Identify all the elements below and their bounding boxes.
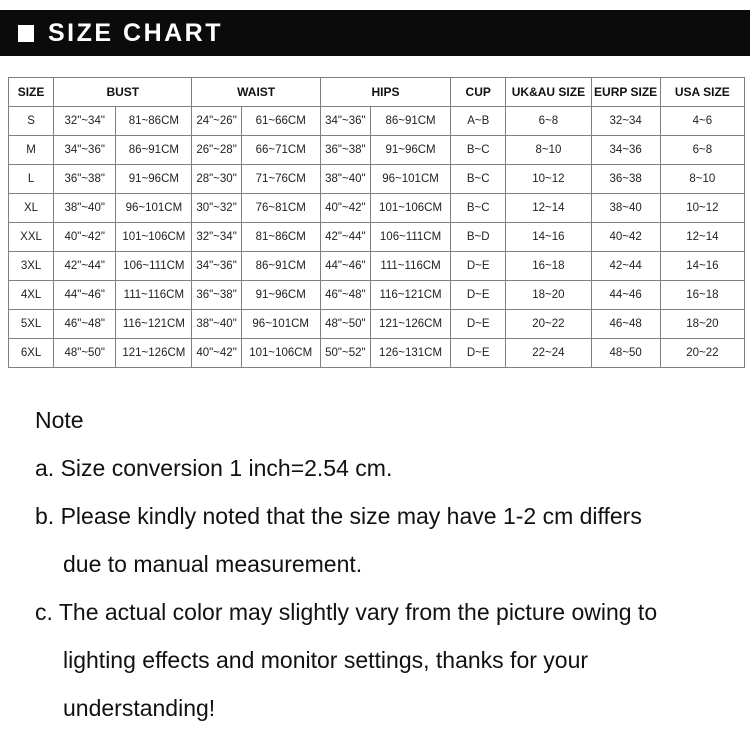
table-cell: 10~12 <box>660 194 744 223</box>
table-cell: 42"~44" <box>320 223 370 252</box>
note-line-c3: understanding! <box>63 695 216 721</box>
table-cell: 96~101CM <box>370 165 450 194</box>
size-label-cell: L <box>9 165 54 194</box>
table-cell: 36"~38" <box>320 136 370 165</box>
page-title: SIZE CHART <box>48 18 223 47</box>
table-cell: D~E <box>451 281 506 310</box>
table-cell: 26"~28" <box>192 136 241 165</box>
table-row <box>9 339 745 368</box>
notes-title: Note <box>35 407 84 433</box>
table-cell: 32~34 <box>591 107 660 136</box>
table-cell: 66~71CM <box>241 136 320 165</box>
table-cell: 111~116CM <box>370 252 450 281</box>
table-cell: 38~40 <box>591 194 660 223</box>
title-bar <box>0 10 750 56</box>
table-row <box>9 194 745 223</box>
table-cell: 36"~38" <box>192 281 241 310</box>
table-cell: 34"~36" <box>192 252 241 281</box>
column-header: EURP SIZE <box>591 78 660 107</box>
table-cell: 86~91CM <box>370 107 450 136</box>
filled-square-icon <box>18 25 34 42</box>
table-cell: 42~44 <box>591 252 660 281</box>
table-row <box>9 107 745 136</box>
note-line-b1: b. Please kindly noted that the size may have 1-2 cm differs <box>35 503 642 529</box>
table-cell: 86~91CM <box>116 136 192 165</box>
note-line-b2: due to manual measurement. <box>63 551 363 577</box>
table-cell: 34"~36" <box>54 136 116 165</box>
table-cell: 101~106CM <box>370 194 450 223</box>
table-cell: 30"~32" <box>192 194 241 223</box>
table-cell: 34~36 <box>591 136 660 165</box>
note-line-a: a. Size conversion 1 inch=2.54 cm. <box>35 455 393 481</box>
column-header: USA SIZE <box>660 78 744 107</box>
table-cell: B~C <box>451 194 506 223</box>
table-cell: 121~126CM <box>370 310 450 339</box>
table-cell: 44"~46" <box>54 281 116 310</box>
table-cell: 12~14 <box>506 194 591 223</box>
table-cell: 32"~34" <box>54 107 116 136</box>
table-cell: 48~50 <box>591 339 660 368</box>
table-cell: 91~96CM <box>370 136 450 165</box>
note-line-c1: c. The actual color may slightly vary from the picture owing to <box>35 599 658 625</box>
table-cell: 76~81CM <box>241 194 320 223</box>
table-cell: 46"~48" <box>320 281 370 310</box>
table-header-row <box>9 78 745 107</box>
table-cell: 48"~50" <box>320 310 370 339</box>
table-cell: D~E <box>451 339 506 368</box>
size-label-cell: 4XL <box>9 281 54 310</box>
table-cell: 42"~44" <box>54 252 116 281</box>
table-cell: 36"~38" <box>54 165 116 194</box>
table-cell: 24"~26" <box>192 107 241 136</box>
table-cell: 96~101CM <box>241 310 320 339</box>
table-cell: 20~22 <box>660 339 744 368</box>
table-cell: 121~126CM <box>116 339 192 368</box>
column-header: HIPS <box>320 78 450 107</box>
table-cell: 16~18 <box>660 281 744 310</box>
table-cell: 126~131CM <box>370 339 450 368</box>
size-chart-table <box>8 77 745 368</box>
table-cell: 38"~40" <box>54 194 116 223</box>
column-header: BUST <box>54 78 192 107</box>
table-cell: 38"~40" <box>192 310 241 339</box>
table-cell: 8~10 <box>506 136 591 165</box>
table-cell: 81~86CM <box>241 223 320 252</box>
table-cell: 28"~30" <box>192 165 241 194</box>
column-header: WAIST <box>192 78 320 107</box>
table-cell: 16~18 <box>506 252 591 281</box>
table-cell: 44~46 <box>591 281 660 310</box>
table-cell: D~E <box>451 310 506 339</box>
table-cell: 32"~34" <box>192 223 241 252</box>
table-cell: 10~12 <box>506 165 591 194</box>
table-cell: 111~116CM <box>116 281 192 310</box>
table-cell: 91~96CM <box>241 281 320 310</box>
table-cell: 4~6 <box>660 107 744 136</box>
table-cell: 40"~42" <box>54 223 116 252</box>
table-cell: 18~20 <box>506 281 591 310</box>
table-cell: A~B <box>451 107 506 136</box>
table-row <box>9 310 745 339</box>
table-cell: 14~16 <box>506 223 591 252</box>
table-row <box>9 136 745 165</box>
table-cell: B~D <box>451 223 506 252</box>
table-cell: 106~111CM <box>116 252 192 281</box>
table-cell: 34"~36" <box>320 107 370 136</box>
table-row <box>9 223 745 252</box>
table-cell: 101~106CM <box>116 223 192 252</box>
table-cell: 116~121CM <box>116 310 192 339</box>
table-cell: 44"~46" <box>320 252 370 281</box>
size-label-cell: XL <box>9 194 54 223</box>
table-cell: 101~106CM <box>241 339 320 368</box>
table-cell: 6~8 <box>506 107 591 136</box>
table-cell: 46~48 <box>591 310 660 339</box>
table-cell: 96~101CM <box>116 194 192 223</box>
table-cell: B~C <box>451 136 506 165</box>
column-header: UK&AU SIZE <box>506 78 591 107</box>
table-row <box>9 165 745 194</box>
table-cell: 8~10 <box>660 165 744 194</box>
table-cell: 40~42 <box>591 223 660 252</box>
column-header: CUP <box>451 78 506 107</box>
table-cell: 12~14 <box>660 223 744 252</box>
table-cell: 6~8 <box>660 136 744 165</box>
table-row <box>9 252 745 281</box>
table-cell: 14~16 <box>660 252 744 281</box>
table-cell: 106~111CM <box>370 223 450 252</box>
table-cell: D~E <box>451 252 506 281</box>
table-cell: 71~76CM <box>241 165 320 194</box>
table-row <box>9 281 745 310</box>
table-cell: 36~38 <box>591 165 660 194</box>
note-line-c2: lighting effects and monitor settings, thanks for your <box>63 647 589 673</box>
table-cell: 38"~40" <box>320 165 370 194</box>
size-label-cell: 5XL <box>9 310 54 339</box>
column-header: SIZE <box>9 78 54 107</box>
table-cell: 91~96CM <box>116 165 192 194</box>
size-label-cell: 3XL <box>9 252 54 281</box>
table-cell: 22~24 <box>506 339 591 368</box>
table-cell: 46"~48" <box>54 310 116 339</box>
size-label-cell: XXL <box>9 223 54 252</box>
table-cell: B~C <box>451 165 506 194</box>
size-label-cell: S <box>9 107 54 136</box>
table-cell: 86~91CM <box>241 252 320 281</box>
table-cell: 40"~42" <box>320 194 370 223</box>
table-cell: 116~121CM <box>370 281 450 310</box>
size-label-cell: M <box>9 136 54 165</box>
table-cell: 20~22 <box>506 310 591 339</box>
table-cell: 40"~42" <box>192 339 241 368</box>
table-cell: 18~20 <box>660 310 744 339</box>
size-label-cell: 6XL <box>9 339 54 368</box>
table-cell: 81~86CM <box>116 107 192 136</box>
notes-section <box>35 396 735 732</box>
table-cell: 61~66CM <box>241 107 320 136</box>
table-cell: 48"~50" <box>54 339 116 368</box>
table-cell: 50"~52" <box>320 339 370 368</box>
